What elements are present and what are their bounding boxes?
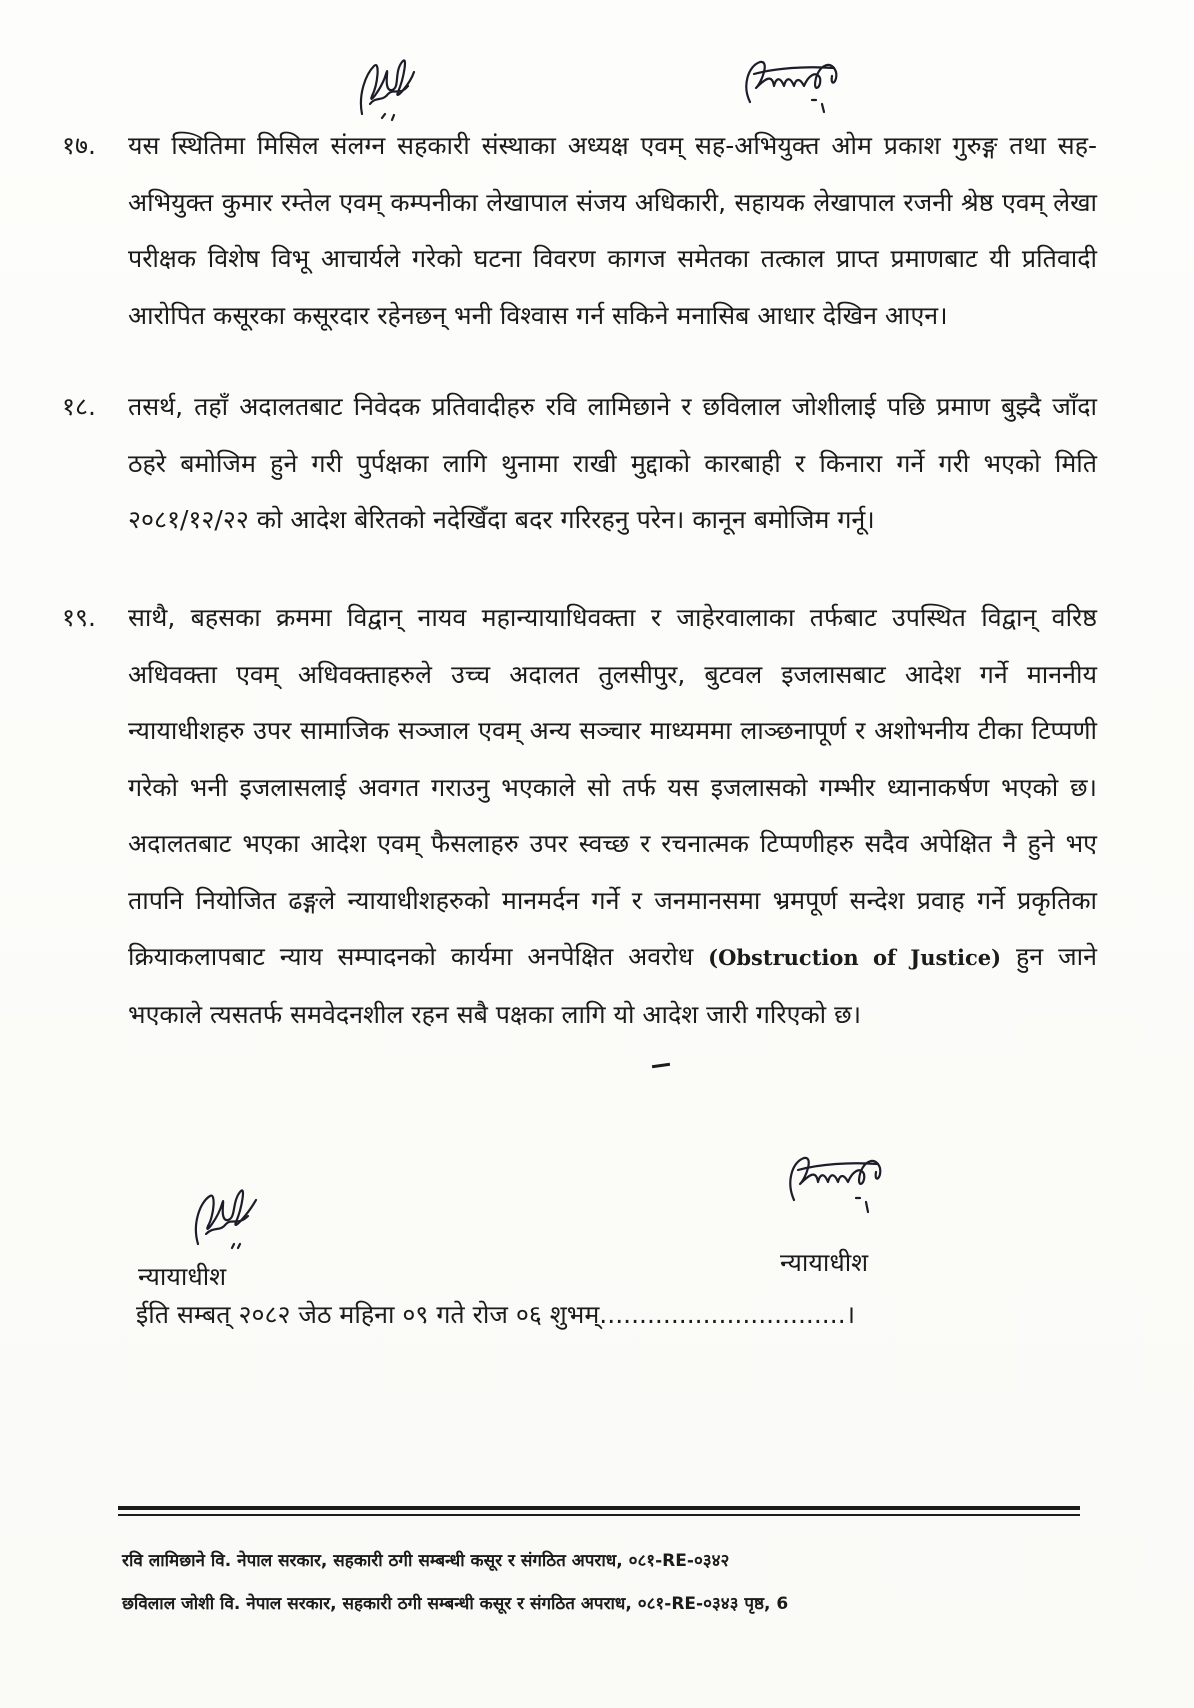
- paragraph-number: १९.: [62, 603, 96, 632]
- paragraph-text: [128, 590, 1097, 1043]
- english-term: (Obstruction of Justice): [708, 945, 1002, 970]
- paragraph-text-part: साथै, बहसका क्रममा विद्वान् नायव महान्यायाधिवक्ता र जाहेरवालाका तर्फबाट उपस्थित विद्वान् वरिष्ठ अधिवक्ता एवम् अधिवक्ताहरुले उच्च अदालत तुलसीपुर, बुटवल इजलासबाट आदेश गर्ने माननीय न्यायाधीशहरु उपर सामाजिक सञ्जाल एवम् अन्य सञ्चार माध्यममा लाञ्छनापूर्ण र अशोभनीय टीका टिप्पणी गरेको भनी इजलासलाई अवगत गराउनु भएकाले सो तर्फ यस इजलासको गम्भीर ध्यानाकर्षण भएको छ। अदालतबाट भएका आदेश एवम् फैसलाहरु उपर स्वच्छ र रचनात्मक टिप्पणीहरु सदैव अपेक्षित नै हुने भए तापनि नियोजित ढङ्गले न्यायाधीशहरुको मानमर्दन गर्ने र जनमानसमा भ्रमपूर्ण सन्देश प्रवाह गर्ने प्रकृतिका क्रियाकलापबाट न्याय सम्पादनको कार्यमा अनपेक्षित अवरोध: [128, 603, 1097, 971]
- paragraph-text-part: हुन जाने भएकाले त्यसतर्फ समवेदनशील रहन सबै पक्षका लागि यो आदेश जारी गरिएको छ।: [128, 942, 1097, 1029]
- footer-case-line-2: छविलाल जोशी वि. नेपाल सरकार, सहकारी ठगी सम्बन्धी कसूर र संगठित अपराध, ०८१-RE-०३४३ पृष्ठ, 6: [122, 1594, 789, 1614]
- paragraph-number: १७.: [62, 131, 96, 160]
- footer-rule-thick: [118, 1506, 1080, 1510]
- paragraph-text: यस स्थितिमा मिसिल संलग्न सहकारी संस्थाका अध्यक्ष एवम् सह-अभियुक्त ओम प्रकाश गुरुङ्ग तथा सह-अभियुक्त कुमार रम्तेल एवम् कम्पनीका लेखापाल संजय अधिकारी, सहायक लेखापाल रजनी श्रेष्ठ एवम् लेखा परीक्षक विशेष विभू आचार्यले गरेको घटना विवरण कागज समेतका तत्काल प्राप्त प्रमाणबाट यी प्रतिवादी आरोपित कसूरका कसूरदार रहेनछन् भनी विश्वास गर्न सकिने मनासिब आधार देखिन आएन।: [128, 131, 1097, 330]
- signature-bottom-right: [780, 1142, 900, 1218]
- signature-top-left: [352, 44, 424, 126]
- paragraph-18: [62, 379, 1097, 549]
- closing-line: ईति सम्बत् २०८२ जेठ महिना ०९ गते रोज ०६ शुभम्...............................।: [136, 1300, 856, 1329]
- judge-label-right: न्यायाधीश: [780, 1248, 869, 1277]
- end-mark: [652, 1063, 670, 1068]
- footer-rule-thin: [118, 1514, 1080, 1516]
- footer-case-line-1: रवि लामिछाने वि. नेपाल सरकार, सहकारी ठगी सम्बन्धी कसूर र संगठित अपराध, ०८१-RE-०३४२: [122, 1551, 730, 1571]
- paragraph-19: [62, 590, 1097, 1043]
- signature-top-right: [736, 48, 856, 118]
- paragraph-number: १८.: [62, 392, 96, 421]
- judge-label-left: न्यायाधीश: [138, 1262, 227, 1291]
- paragraph-text: तसर्थ, तहाँ अदालतबाट निवेदक प्रतिवादीहरु रवि लामिछाने र छविलाल जोशीलाई पछि प्रमाण बुझ्दै जाँदा ठहरे बमोजिम हुने गरी पुर्पक्षका लागि थुनामा राखी मुद्दाको कारबाही र किनारा गर्ने गरी भएको मिति २०८१/१२/२२ को आदेश बेरितको नदेखिँदा बदर गरिरहनु परेन। कानून बमोजिम गर्नू।: [128, 392, 1097, 534]
- signature-bottom-left: [186, 1172, 268, 1254]
- paragraph-17: [62, 118, 1097, 344]
